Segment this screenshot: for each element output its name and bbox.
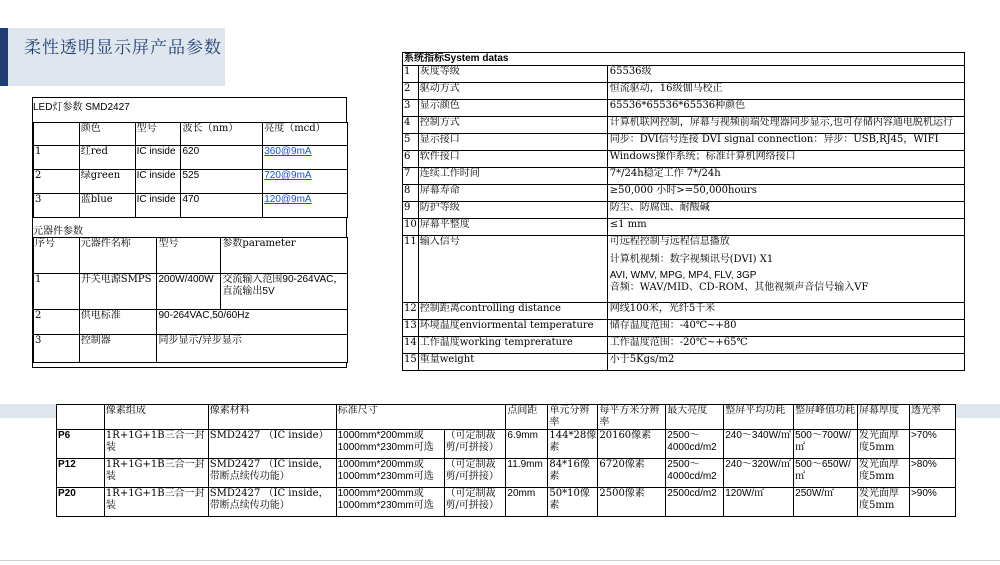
led-cell: 2 (34, 170, 80, 194)
led-col-header (34, 123, 80, 146)
system-label: 控制距离controlling distance (418, 303, 607, 320)
system-value: 储存温度范围：-40℃~+80 (607, 320, 964, 337)
system-label: 连续工作时间 (418, 168, 607, 185)
led-col-header: 颜色 (79, 123, 135, 146)
led-cell: IC inside (135, 194, 181, 218)
pixel-model: P12 (57, 459, 105, 488)
led-row (34, 194, 348, 218)
system-label: 显示颜色 (418, 100, 607, 117)
system-no: 7 (403, 168, 419, 185)
system-value: Windows操作系统；标准计算机网络接口 (607, 151, 964, 168)
led-cell: IC inside (135, 170, 181, 194)
pixel-cell: 50*10像素 (548, 488, 598, 517)
pixel-cell: >90% (909, 488, 955, 517)
system-row (403, 236, 965, 303)
pixel-col-header: 每平方米分辨率 (598, 405, 666, 430)
components-col-header: 型号 (157, 238, 221, 274)
brightness-link[interactable]: 720@9mA (264, 170, 312, 181)
components-cell: 90-264VAC,50/60Hz (157, 310, 348, 335)
led-header: LED灯参数 SMD2427 (33, 102, 130, 113)
pixel-cell: SMD2427 （IC inside，带断点续传功能） (208, 488, 336, 517)
components-cell: 交流输入范围90-264VAC，直流输出5V (221, 274, 348, 310)
system-value: 65536*65536*65536种颜色 (607, 100, 964, 117)
led-col-header: 波长（nm） (181, 123, 263, 146)
system-row (403, 202, 965, 219)
brightness-link[interactable]: 360@9mA (264, 146, 312, 157)
system-label: 环境温度enviormental temperature (418, 320, 607, 337)
system-label: 控制方式 (418, 117, 607, 134)
system-label: 屏幕寿命 (418, 185, 607, 202)
pixel-model: P6 (57, 430, 105, 459)
system-row (403, 66, 965, 83)
pixel-cell: 发光面厚度5mm (858, 459, 910, 488)
led-cell: 525 (181, 170, 263, 194)
pixel-cell: 84*16像素 (548, 459, 598, 488)
pixel-cell: SMD2427 （IC inside，带断点续传功能） (208, 459, 336, 488)
pixel-cell: 6.9mm (506, 430, 548, 459)
system-row (403, 168, 965, 185)
system-no: 9 (403, 202, 419, 219)
components-cell: 控制器 (79, 335, 157, 363)
pixel-cell: 6720像素 (598, 459, 666, 488)
components-cell: 200W/400W (157, 274, 221, 310)
pixel-cell: >80% (909, 459, 955, 488)
pixel-cell: 20160像素 (598, 430, 666, 459)
system-no: 15 (403, 354, 419, 371)
pixel-cell: SMD2427 （IC inside） (208, 430, 336, 459)
led-parameter-box (32, 97, 347, 368)
led-cell: 红red (79, 146, 135, 170)
system-title-row (403, 53, 965, 66)
led-cell: 620 (181, 146, 263, 170)
system-label: 输入信号 (418, 236, 607, 303)
led-col-header: 型号 (135, 123, 181, 146)
input-signal-line: 可远程控制与远程信息播放 (609, 236, 730, 247)
system-row (403, 151, 965, 168)
system-no: 13 (403, 320, 419, 337)
system-row (403, 303, 965, 320)
led-cell: IC inside (135, 146, 181, 170)
components-col-header: 参数parameter (221, 238, 348, 274)
pixel-cell: （可定制裁剪/可拼接） (444, 430, 506, 459)
system-value: 工作温度范围：-20℃~+65℃ (607, 337, 964, 354)
system-label: 软件接口 (418, 151, 607, 168)
components-title: 元器件参数 (33, 226, 83, 237)
pixel-cell: 11.9mm (506, 459, 548, 488)
system-no: 10 (403, 219, 419, 236)
components-cell: 供电标准 (79, 310, 157, 335)
pixel-cell: 500～700W/㎡ (794, 430, 858, 459)
system-no: 14 (403, 337, 419, 354)
pixel-cell: 120W/㎡ (724, 488, 794, 517)
pixel-spec-table (56, 404, 956, 517)
pixel-header-row (57, 405, 956, 430)
input-signal-line: 音频：WAV/MID、CD-ROM、其他视频声音信号输入VF (609, 282, 869, 293)
pixel-cell: 发光面厚度5mm (858, 488, 910, 517)
system-label: 重量weight (418, 354, 607, 371)
system-row (403, 134, 965, 151)
led-header-row (34, 123, 348, 146)
pixel-cell: 20mm (506, 488, 548, 517)
system-no: 2 (403, 83, 419, 100)
pixel-cell: （可定制裁剪/可拼接） (444, 488, 506, 517)
bottom-rule (0, 560, 1000, 561)
pixel-cell: 1000mm*200mm或1000mm*230mm可选 (336, 459, 444, 488)
pixel-cell: 2500～4000cd/m2 (666, 459, 724, 488)
system-label: 工作温度working temprerature (418, 337, 607, 354)
led-row (34, 146, 348, 170)
components-table (33, 237, 348, 363)
pixel-col-header: 整屏平均功耗 (724, 405, 794, 430)
system-no: 6 (403, 151, 419, 168)
led-cell: 绿green (79, 170, 135, 194)
system-row (403, 320, 965, 337)
pixel-col-header: 标准尺寸 (336, 405, 506, 430)
system-title: 系统指标System datas (403, 53, 965, 66)
system-value: 计算机联网控制，屏幕与视频前端处理器同步显示,也可存储内容通电脱机运行 (607, 117, 964, 134)
pixel-col-header: 点间距 (506, 405, 548, 430)
system-label: 防护等级 (418, 202, 607, 219)
pixel-cell: 2500像素 (598, 488, 666, 517)
pixel-cell: 144*28像素 (548, 430, 598, 459)
system-row (403, 83, 965, 100)
system-table (402, 52, 965, 371)
pixel-cell: 1R+1G+1B三合一封装 (104, 459, 208, 488)
components-header-row (34, 238, 348, 274)
pixel-col-header: 透光率 (909, 405, 955, 430)
pixel-cell: 240～320W/㎡ (724, 459, 794, 488)
components-cell: 开关电源SMPS (79, 274, 157, 310)
system-no: 3 (403, 100, 419, 117)
pixel-cell: 发光面厚度5mm (858, 430, 910, 459)
components-row (34, 335, 348, 363)
pixel-cell: 1000mm*200mm或1000mm*230mm可选 (336, 488, 444, 517)
pixel-cell: 500～650W/㎡ (794, 459, 858, 488)
components-cell: 1 (34, 274, 80, 310)
system-label: 灰度等级 (418, 66, 607, 83)
led-col-header: 亮度（mcd） (263, 123, 348, 146)
pixel-cell: （可定制裁剪/可拼接） (444, 459, 506, 488)
pixel-cell: 2500cd/m2 (666, 488, 724, 517)
system-label: 屏幕平整度 (418, 219, 607, 236)
input-signal-line: 计算机视频：数字视频讯号(DVI) X1 (609, 254, 774, 265)
pixel-cell: 250W/㎡ (794, 488, 858, 517)
system-row (403, 100, 965, 117)
system-row (403, 219, 965, 236)
pixel-cell: >70% (909, 430, 955, 459)
system-value: ≥50,000 小时>=50,000hours (607, 185, 964, 202)
system-value: ≤1 mm (607, 219, 964, 236)
components-cell: 2 (34, 310, 80, 335)
page-title: 柔性透明显示屏产品参数 (24, 38, 222, 58)
pixel-row (57, 459, 956, 488)
input-signal-line: AVI, WMV, MPG, MP4, FLV, 3GP (609, 270, 757, 281)
led-cell: 蓝blue (79, 194, 135, 218)
system-no: 4 (403, 117, 419, 134)
system-row (403, 354, 965, 371)
components-col-header: 序号 (34, 238, 80, 274)
components-row (34, 274, 348, 310)
system-value: 同步：DVI信号连接 DVI signal connection：异步：USB,RJ45，WIFI (607, 134, 964, 151)
pixel-cell: 1R+1G+1B三合一封装 (104, 488, 208, 517)
system-row (403, 337, 965, 354)
components-col-header: 元器件名称 (79, 238, 157, 274)
components-row (34, 310, 348, 335)
system-row (403, 117, 965, 134)
system-value: 恒流驱动，16级伽马校正 (607, 83, 964, 100)
system-value: 网线100米，光纤5千米 (607, 303, 964, 320)
led-cell: 3 (34, 194, 80, 218)
system-no: 5 (403, 134, 419, 151)
pixel-col-header (57, 405, 105, 430)
system-value-multiline (607, 236, 964, 303)
led-cell: 470 (181, 194, 263, 218)
led-table (33, 122, 348, 218)
pixel-cell: 240～340W/㎡ (724, 430, 794, 459)
pixel-model: P20 (57, 488, 105, 517)
led-row (34, 170, 348, 194)
pixel-col-header: 屏幕厚度 (858, 405, 910, 430)
system-row (403, 185, 965, 202)
pixel-cell: 1R+1G+1B三合一封装 (104, 430, 208, 459)
system-value: 防尘、防腐蚀、耐酸碱 (607, 202, 964, 219)
title-accent-bar (0, 28, 8, 86)
pixel-col-header: 像素材料 (208, 405, 336, 430)
pixel-cell: 1000mm*200mm或1000mm*230mm可选 (336, 430, 444, 459)
system-value: 7*/24h稳定工作 7*/24h (607, 168, 964, 185)
system-no: 1 (403, 66, 419, 83)
system-no: 8 (403, 185, 419, 202)
led-cell: 1 (34, 146, 80, 170)
pixel-col-header: 单元分辨率 (548, 405, 598, 430)
pixel-cell: 2500～4000cd/m2 (666, 430, 724, 459)
pixel-col-header: 整屏峰值功耗 (794, 405, 858, 430)
brightness-link[interactable]: 120@9mA (264, 194, 312, 205)
pixel-row (57, 430, 956, 459)
system-label: 驱动方式 (418, 83, 607, 100)
system-no: 12 (403, 303, 419, 320)
pixel-col-header: 最大亮度 (666, 405, 724, 430)
system-label: 显示接口 (418, 134, 607, 151)
pixel-col-header: 像素组成 (104, 405, 208, 430)
components-cell: 3 (34, 335, 80, 363)
pixel-row (57, 488, 956, 517)
system-value: 65536级 (607, 66, 964, 83)
system-no: 11 (403, 236, 419, 303)
components-cell: 同步显示/异步显示 (157, 335, 348, 363)
system-value: 小于5Kgs/m2 (607, 354, 964, 371)
